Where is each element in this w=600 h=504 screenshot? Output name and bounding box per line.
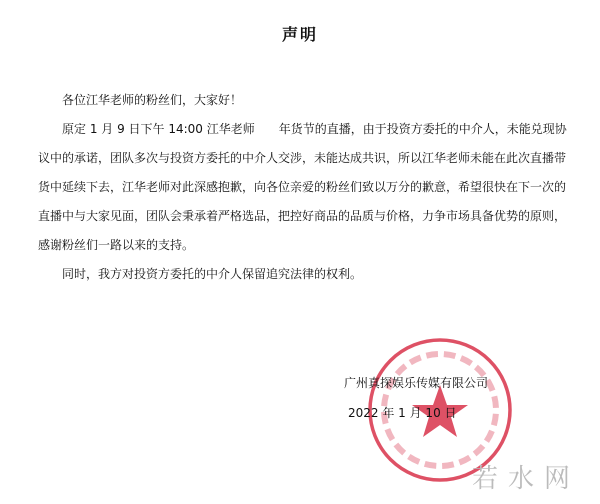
- paragraph-line: 原定 1 月 9 日下午 14:00 江华老师 年货节的直播，由于投资方委托的中介人，未能兑现协: [62, 122, 567, 136]
- signature-company: 广州真探娱乐传媒有限公司: [344, 376, 489, 390]
- greeting: 各位江华老师的粉丝们，大家好！: [62, 93, 243, 107]
- paragraph-line: 直播中与大家见面，团队会秉承着严格选品，把控好商品的品质与价格，力争市场具备优势的原则，: [38, 209, 567, 223]
- paragraph-reservation: 同时，我方对投资方委托的中介人保留追究法律的权利。: [62, 267, 363, 281]
- paragraph-line: 议中的承诺，团队多次与投资方委托的中介人交涉，未能达成共识，所以江华老师未能在此次直播带: [38, 151, 567, 165]
- watermark: 若水网: [471, 464, 580, 494]
- paragraph-line: 货中延续下去，江华老师对此深感抱歉，向各位亲爱的粉丝们致以万分的歉意，希望很快在下一次的: [38, 180, 567, 194]
- document-title: 声明: [281, 25, 318, 44]
- paragraph-line: 感谢粉丝们一路以来的支持。: [38, 238, 195, 252]
- signature-date: 2022 年 1 月 10 日: [348, 406, 457, 420]
